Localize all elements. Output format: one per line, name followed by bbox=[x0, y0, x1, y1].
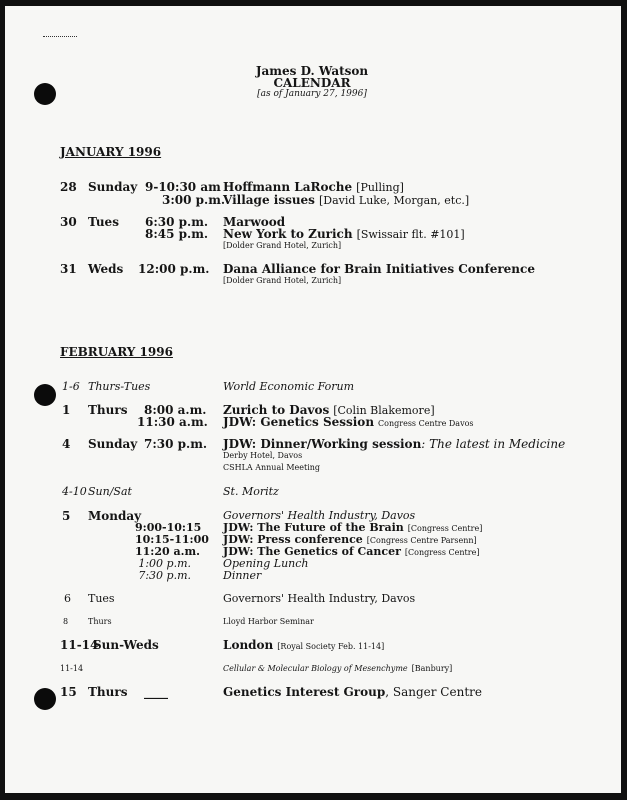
feb15-day: 15 bbox=[60, 685, 77, 699]
calendar-page bbox=[5, 6, 621, 793]
feb1-6-dow: Thurs-Tues bbox=[88, 380, 151, 393]
header-title: CALENDAR bbox=[273, 76, 351, 90]
feb11-14-day: 11-14 bbox=[60, 638, 99, 652]
feb4-dow: Sunday bbox=[88, 437, 138, 451]
jan31-dow: Weds bbox=[88, 262, 124, 276]
feb15-event: Genetics Interest Group, Sanger Centre bbox=[223, 685, 482, 699]
feb8-day: 8 bbox=[63, 617, 69, 626]
jan31-day: 31 bbox=[60, 262, 77, 276]
feb5-day: 5 bbox=[62, 509, 71, 523]
punch-hole-bottom bbox=[34, 688, 56, 710]
feb1-event2: JDW: Genetics Session Congress Centre Davos bbox=[223, 415, 474, 429]
jan28-event1: Hoffmann LaRoche [Pulling] bbox=[223, 180, 404, 194]
jan28-dow: Sunday bbox=[88, 180, 138, 194]
punch-hole-middle bbox=[34, 384, 56, 406]
feb4-10-dow: Sun/Sat bbox=[88, 485, 132, 498]
jan30-time1: 6:30 p.m. bbox=[145, 215, 209, 229]
feb1-6-day: 1-6 bbox=[62, 380, 80, 393]
feb5-time: 10:15-11:00 bbox=[135, 533, 209, 546]
feb5-time: 11:20 a.m. bbox=[135, 545, 200, 558]
feb4-day: 4 bbox=[62, 437, 71, 451]
jan30-dow: Tues bbox=[88, 215, 119, 229]
jan30-detail: [Dolder Grand Hotel, Zurich] bbox=[223, 241, 342, 250]
feb5-time: 1:00 p.m. bbox=[138, 557, 191, 570]
feb5-event: Dinner bbox=[223, 569, 262, 582]
feb1-6-event: World Economic Forum bbox=[223, 380, 355, 393]
feb5-event: JDW: The Future of the Brain [Congress Centre] bbox=[223, 521, 483, 534]
feb1-day: 1 bbox=[62, 403, 71, 417]
jan31-event1: Dana Alliance for Brain Initiatives Conference bbox=[223, 262, 535, 276]
feb4-detail2: CSHLA Annual Meeting bbox=[223, 463, 321, 472]
jan31-detail: [Dolder Grand Hotel, Zurich] bbox=[223, 276, 342, 285]
feb4-event1: JDW: Dinner/Working session: The latest in Medicine bbox=[223, 437, 566, 451]
header-name: James D. Watson bbox=[255, 64, 369, 78]
feb5-event: JDW: The Genetics of Cancer [Congress Centre] bbox=[223, 545, 480, 558]
punch-hole-top bbox=[34, 83, 56, 105]
feb11-14b-event: Cellular & Molecular Biology of Mesenchyme [Banbury] bbox=[223, 664, 453, 673]
january-heading: JANUARY 1996 bbox=[60, 145, 162, 159]
feb5-event0: Governors' Health Industry, Davos bbox=[223, 509, 416, 522]
feb1-time2: 11:30 a.m. bbox=[137, 415, 208, 429]
feb1-dow: Thurs bbox=[88, 403, 128, 417]
feb1-event1: Zurich to Davos [Colin Blakemore] bbox=[223, 403, 435, 417]
jan30-time2: 8:45 p.m. bbox=[145, 227, 209, 241]
feb15-time-blank: ____ bbox=[144, 685, 168, 699]
jan30-event1: Marwood bbox=[223, 215, 286, 229]
jan30-event2: New York to Zurich [Swissair flt. #101] bbox=[223, 227, 465, 241]
feb11-14-dow: Sun-Weds bbox=[93, 638, 159, 652]
feb5-time: 9:00-10:15 bbox=[135, 521, 202, 534]
header-subtitle: [as of January 27, 1996] bbox=[257, 89, 367, 99]
february-heading: FEBRUARY 1996 bbox=[60, 345, 173, 359]
jan28-event2: Village issues [David Luke, Morgan, etc.] bbox=[223, 193, 470, 207]
feb1-time1: 8:00 a.m. bbox=[144, 403, 207, 417]
jan28-day: 28 bbox=[60, 180, 77, 194]
feb5-event: Opening Lunch bbox=[223, 557, 309, 570]
pen-mark bbox=[43, 36, 77, 38]
feb4-10-day: 4-10 bbox=[62, 485, 87, 498]
feb8-event: Lloyd Harbor Seminar bbox=[223, 617, 314, 626]
feb5-time: 7:30 p.m. bbox=[138, 569, 191, 582]
feb6-dow: Tues bbox=[88, 592, 115, 605]
jan28-time1: 9-10:30 am bbox=[145, 180, 221, 194]
feb15-dow: Thurs bbox=[88, 685, 128, 699]
jan31-time1: 12:00 p.m. bbox=[138, 262, 210, 276]
feb6-day: 6 bbox=[64, 592, 71, 605]
feb4-10-event: St. Moritz bbox=[223, 485, 279, 498]
feb5-event: JDW: Press conference [Congress Centre Parsenn] bbox=[223, 533, 477, 546]
feb4-time1: 7:30 p.m. bbox=[144, 437, 208, 451]
feb6-event: Governors' Health Industry, Davos bbox=[223, 592, 416, 605]
feb11-14b-day: 11-14 bbox=[60, 664, 84, 673]
feb8-dow: Thurs bbox=[88, 617, 112, 626]
feb4-detail1: Derby Hotel, Davos bbox=[223, 451, 303, 460]
feb5-dow: Monday bbox=[88, 509, 142, 523]
jan28-time2: 3:00 p.m. bbox=[162, 193, 226, 207]
feb11-14-event: London [Royal Society Feb. 11-14] bbox=[223, 638, 385, 652]
jan30-day: 30 bbox=[60, 215, 77, 229]
